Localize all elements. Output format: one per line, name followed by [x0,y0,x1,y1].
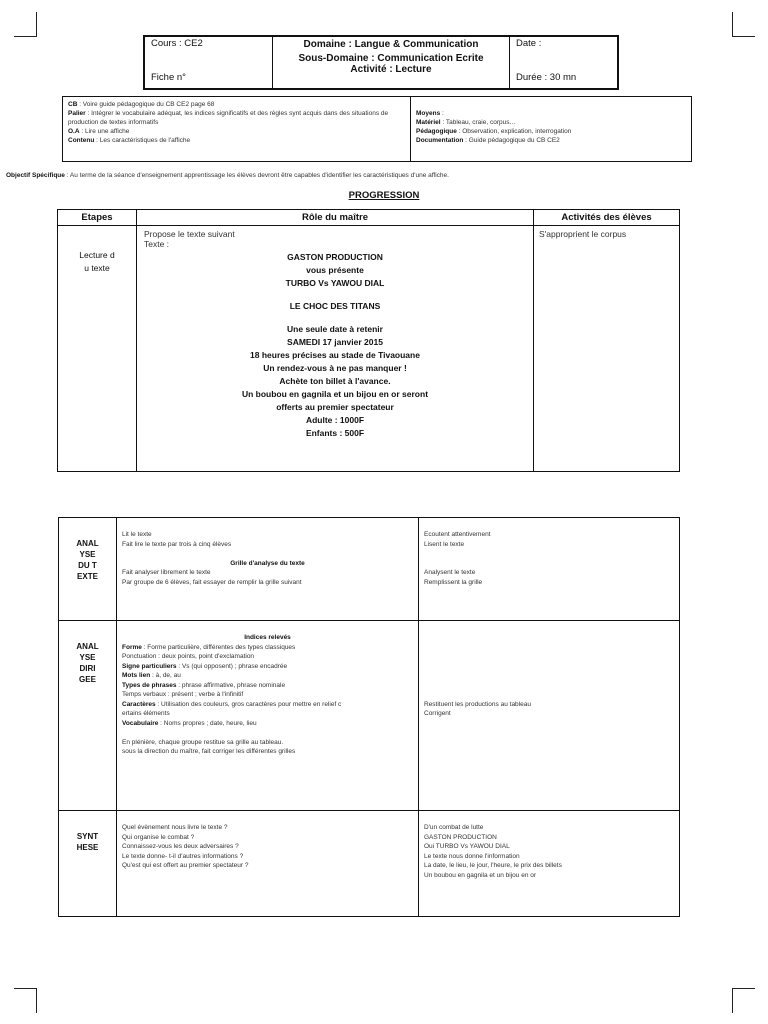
teacher-line-text: Par groupe de 6 élèves, fait essayer de remplir la grille suivant [122,578,302,586]
teacher-line-text: Qui organise le combat ? [122,833,195,841]
teacher-line-text: : Noms propres ; date, heure, lieu [158,719,257,727]
stage-label-line: HESE [76,843,99,852]
crop-mark-bottom-left [14,988,37,1013]
teacher-line-text: : phrase affirmative, phrase nominale [176,681,286,689]
teacher-line-label: Types de phrases [122,681,177,689]
info-moyens: Moyens : [416,110,444,117]
teacher-line-text: Ponctuation : deux points, point d'exclamation [122,653,255,660]
teacher-line [122,540,413,550]
teacher-line [122,852,413,862]
teacher-line [122,681,413,691]
teacher-line-text: Qu'est qui est offert au premier spectateur ? [122,862,249,869]
info-cb: CB : Voire guide pédagogique du CB CE2 page 68 [68,101,215,108]
teacher-cell-synthesis [117,811,419,917]
pupil-activity-cell [534,226,680,472]
teacher-line [122,861,413,871]
teacher-line [122,530,413,540]
poster-line: GASTON PRODUCTION [287,252,383,262]
poster-line: vous présente [306,265,364,275]
teacher-line [122,738,413,748]
header-date-cell [510,36,619,89]
stage-label-line: DU T [78,561,97,570]
stage-label [59,249,135,275]
progression-title: PROGRESSION [348,190,420,201]
pupil-line [424,652,674,662]
pupil-line: D'un combat de lutte [424,824,484,831]
teacher-line-text: Connaissez-vous les deux adversaires ? [122,843,239,850]
column-header-stages: Etapes [58,210,137,226]
pupil-line: GASTON PRODUCTION [424,833,497,841]
pupil-line [424,633,674,643]
progression-table [57,209,680,472]
crop-mark-top-right [732,12,755,37]
pupil-line: Remplissent la grille [424,578,483,586]
specific-objective: Objectif Spécifique : Au terme de la séance d'enseignement apprentissage les élèves devront être capables d'identifier les caractéristiques d'une affiche. [6,172,449,179]
poster-line: Un rendez-vous à ne pas manquer ! [263,363,407,373]
domain-label: Domaine : Langue & Communication [303,39,479,50]
stage-label-line: ANAL [76,539,99,548]
info-left-column [63,97,411,162]
stage-cell-reading [58,226,137,472]
pupil-line [424,690,674,700]
stage-label-line: u texte [84,263,110,273]
poster-line: 18 heures précises au stade de Tivaouane [250,350,420,360]
info-right-column [411,97,692,162]
teacher-line [122,559,413,569]
teacher-line-label: Forme [122,643,142,651]
teacher-line [122,633,413,643]
info-documentation: Documentation : Guide pédagogique du CB CE2 [416,137,560,144]
column-header-pupil-activities: Activités des élèves [534,210,680,226]
pupil-line: La date, le lieu, le jour, l'heure, le prix des billets [424,862,562,869]
teacher-line-text: Quel évènement nous livre le texte ? [122,824,228,831]
lesson-header-table [143,35,619,90]
stage-cell-analysis [59,518,117,621]
teacher-line [122,709,413,719]
teacher-line-text: : à, de, au [150,672,181,679]
pupil-line: Analysent le texte [424,569,476,576]
pupil-cell-analysis [419,518,680,621]
teacher-line [122,568,413,578]
teacher-line [122,719,413,729]
poster-line: Achète ton billet à l'avance. [279,376,391,386]
course-label: Cours : CE2 [151,38,203,49]
info-pedagogique: Pédagogique : Observation, explication, interrogation [416,128,572,135]
pupil-line [424,681,674,691]
teacher-line-text: Lit le texte [122,531,152,538]
pupil-line [424,662,674,672]
poster-line: SAMEDI 17 janvier 2015 [287,337,383,347]
teacher-line-text: : Forme particulière, différentes des types classiques [141,643,296,651]
pupil-line: Un boubou en gagnila et un bijou en or [424,871,537,879]
teacher-line [122,643,413,653]
intro-line: Texte : [144,239,170,249]
column-header-teacher-role: Rôle du maître [137,210,534,226]
poster-line: Enfants : 500F [305,428,365,438]
poster-line: Une seule date à retenir [287,324,383,334]
teacher-line [122,690,413,700]
poster-line [138,313,532,323]
pupil-line: Corrigent [424,710,451,717]
pupil-cell-synthesis [419,811,680,917]
teacher-line [122,652,413,662]
activity-label: Activité : Lecture [350,64,432,75]
info-contenu: Contenu : Les caractéristiques de l'affiche [68,137,191,144]
teacher-line-label: Mots lien [122,672,151,679]
pupil-line: Ecoutent attentivement [424,531,491,538]
teacher-line-label: Signe particuliers [122,662,177,670]
poster-text [138,251,532,440]
teacher-line [122,728,413,738]
pupil-line: Le texte nous donne l'information [424,852,520,860]
header-course-cell [144,36,273,89]
intro-line: Propose le texte suivant [144,229,235,239]
stage-cell-guided-analysis [59,621,117,811]
teacher-cell-analysis [117,518,419,621]
stage-label-line: ANAL [76,642,99,651]
stage-label-line: DIRI [79,664,96,673]
teacher-line-text: : Utilisation des couleurs, gros caractères pour mettre en relief c [155,700,342,708]
teacher-line-text: : Vs (qui opposent) ; phrase encadrée [176,662,288,670]
poster-line: Un boubou en gagnila et un bijou en or seront [241,389,429,399]
stage-cell-synthesis [59,811,117,917]
stage-label-line: EXTE [77,572,98,581]
teacher-line-text: ertains éléments [122,710,170,717]
teacher-cell-guided-analysis [117,621,419,811]
header-domain-cell [273,36,510,89]
teacher-line [122,842,413,852]
crop-mark-bottom-right [732,988,755,1013]
pupil-line: Oui TURBO Vs YAWOU DIAL [424,843,510,850]
poster-line [138,290,532,300]
stage-label-line: YSE [79,550,96,559]
teacher-line-text: Le texte donne- t-il d'autres informations ? [122,852,244,860]
duration-label: Durée : 30 mn [516,72,577,83]
teacher-intro [138,227,532,251]
poster-line: Adulte : 1000F [305,415,365,425]
pupil-line [424,559,674,569]
pupil-line: Restituent les productions au tableau [424,700,531,708]
pupil-line [424,671,674,681]
teacher-line-label: Vocabulaire [122,719,159,727]
pupil-cell-guided-analysis [419,621,680,811]
stage-label-line: GEE [79,675,96,684]
teacher-line [122,700,413,710]
teacher-line [122,578,413,588]
teacher-line [122,671,413,681]
teacher-line-label: Caractères [122,700,156,708]
pupil-activity-text: S'approprient le corpus [539,229,627,239]
stage-label-line: SYNT [76,832,99,841]
teacher-line [122,662,413,672]
teacher-line [122,747,413,757]
info-oa: O.A : Lire une affiche [68,128,130,135]
info-palier: Palier : Intégrer le vocabulaire adéquat, les indices significatifs et des règles synt acquis dans des situations de production de textes informatifs [68,110,389,126]
stage-label-line: YSE [79,653,96,662]
subdomain-label: Sous-Domaine : Communication Ecrite [298,53,484,64]
teacher-line-text: Grille d'analyse du texte [230,559,305,567]
info-materiel: Matériel : Tableau, craie, corpus… [416,119,516,126]
teacher-line-text: Fait analyser librement le texte [122,569,211,576]
poster-line: offerts au premier spectateur [276,402,394,412]
teacher-line [122,833,413,843]
poster-line: TURBO Vs YAWOU DIAL [285,278,385,288]
teacher-line-text: En plénière, chaque groupe restitue sa grille au tableau. [122,738,284,746]
crop-mark-top-left [14,12,37,37]
teacher-line-text: sous la direction du maître, fait corriger les différentes grilles [122,748,296,755]
pupil-line [424,549,674,559]
pupil-line [424,643,674,653]
date-label: Date : [516,38,542,49]
teacher-line-text: Temps verbaux : présent ; verbe à l'infinitif [122,691,244,698]
teacher-line-text: Indices relevés [244,634,291,641]
lesson-info-box [62,96,692,162]
sheet-number-label: Fiche n° [151,72,186,83]
teacher-line [122,549,413,559]
teacher-line [122,823,413,833]
teacher-role-cell [137,226,534,472]
poster-line: LE CHOC DES TITANS [289,301,381,311]
pupil-line: Lisent le texte [424,540,465,548]
analysis-table [58,517,680,917]
teacher-line-text: Fait lire le texte par trois à cinq élèves [122,540,232,548]
stage-label-line: Lecture d [79,250,115,260]
